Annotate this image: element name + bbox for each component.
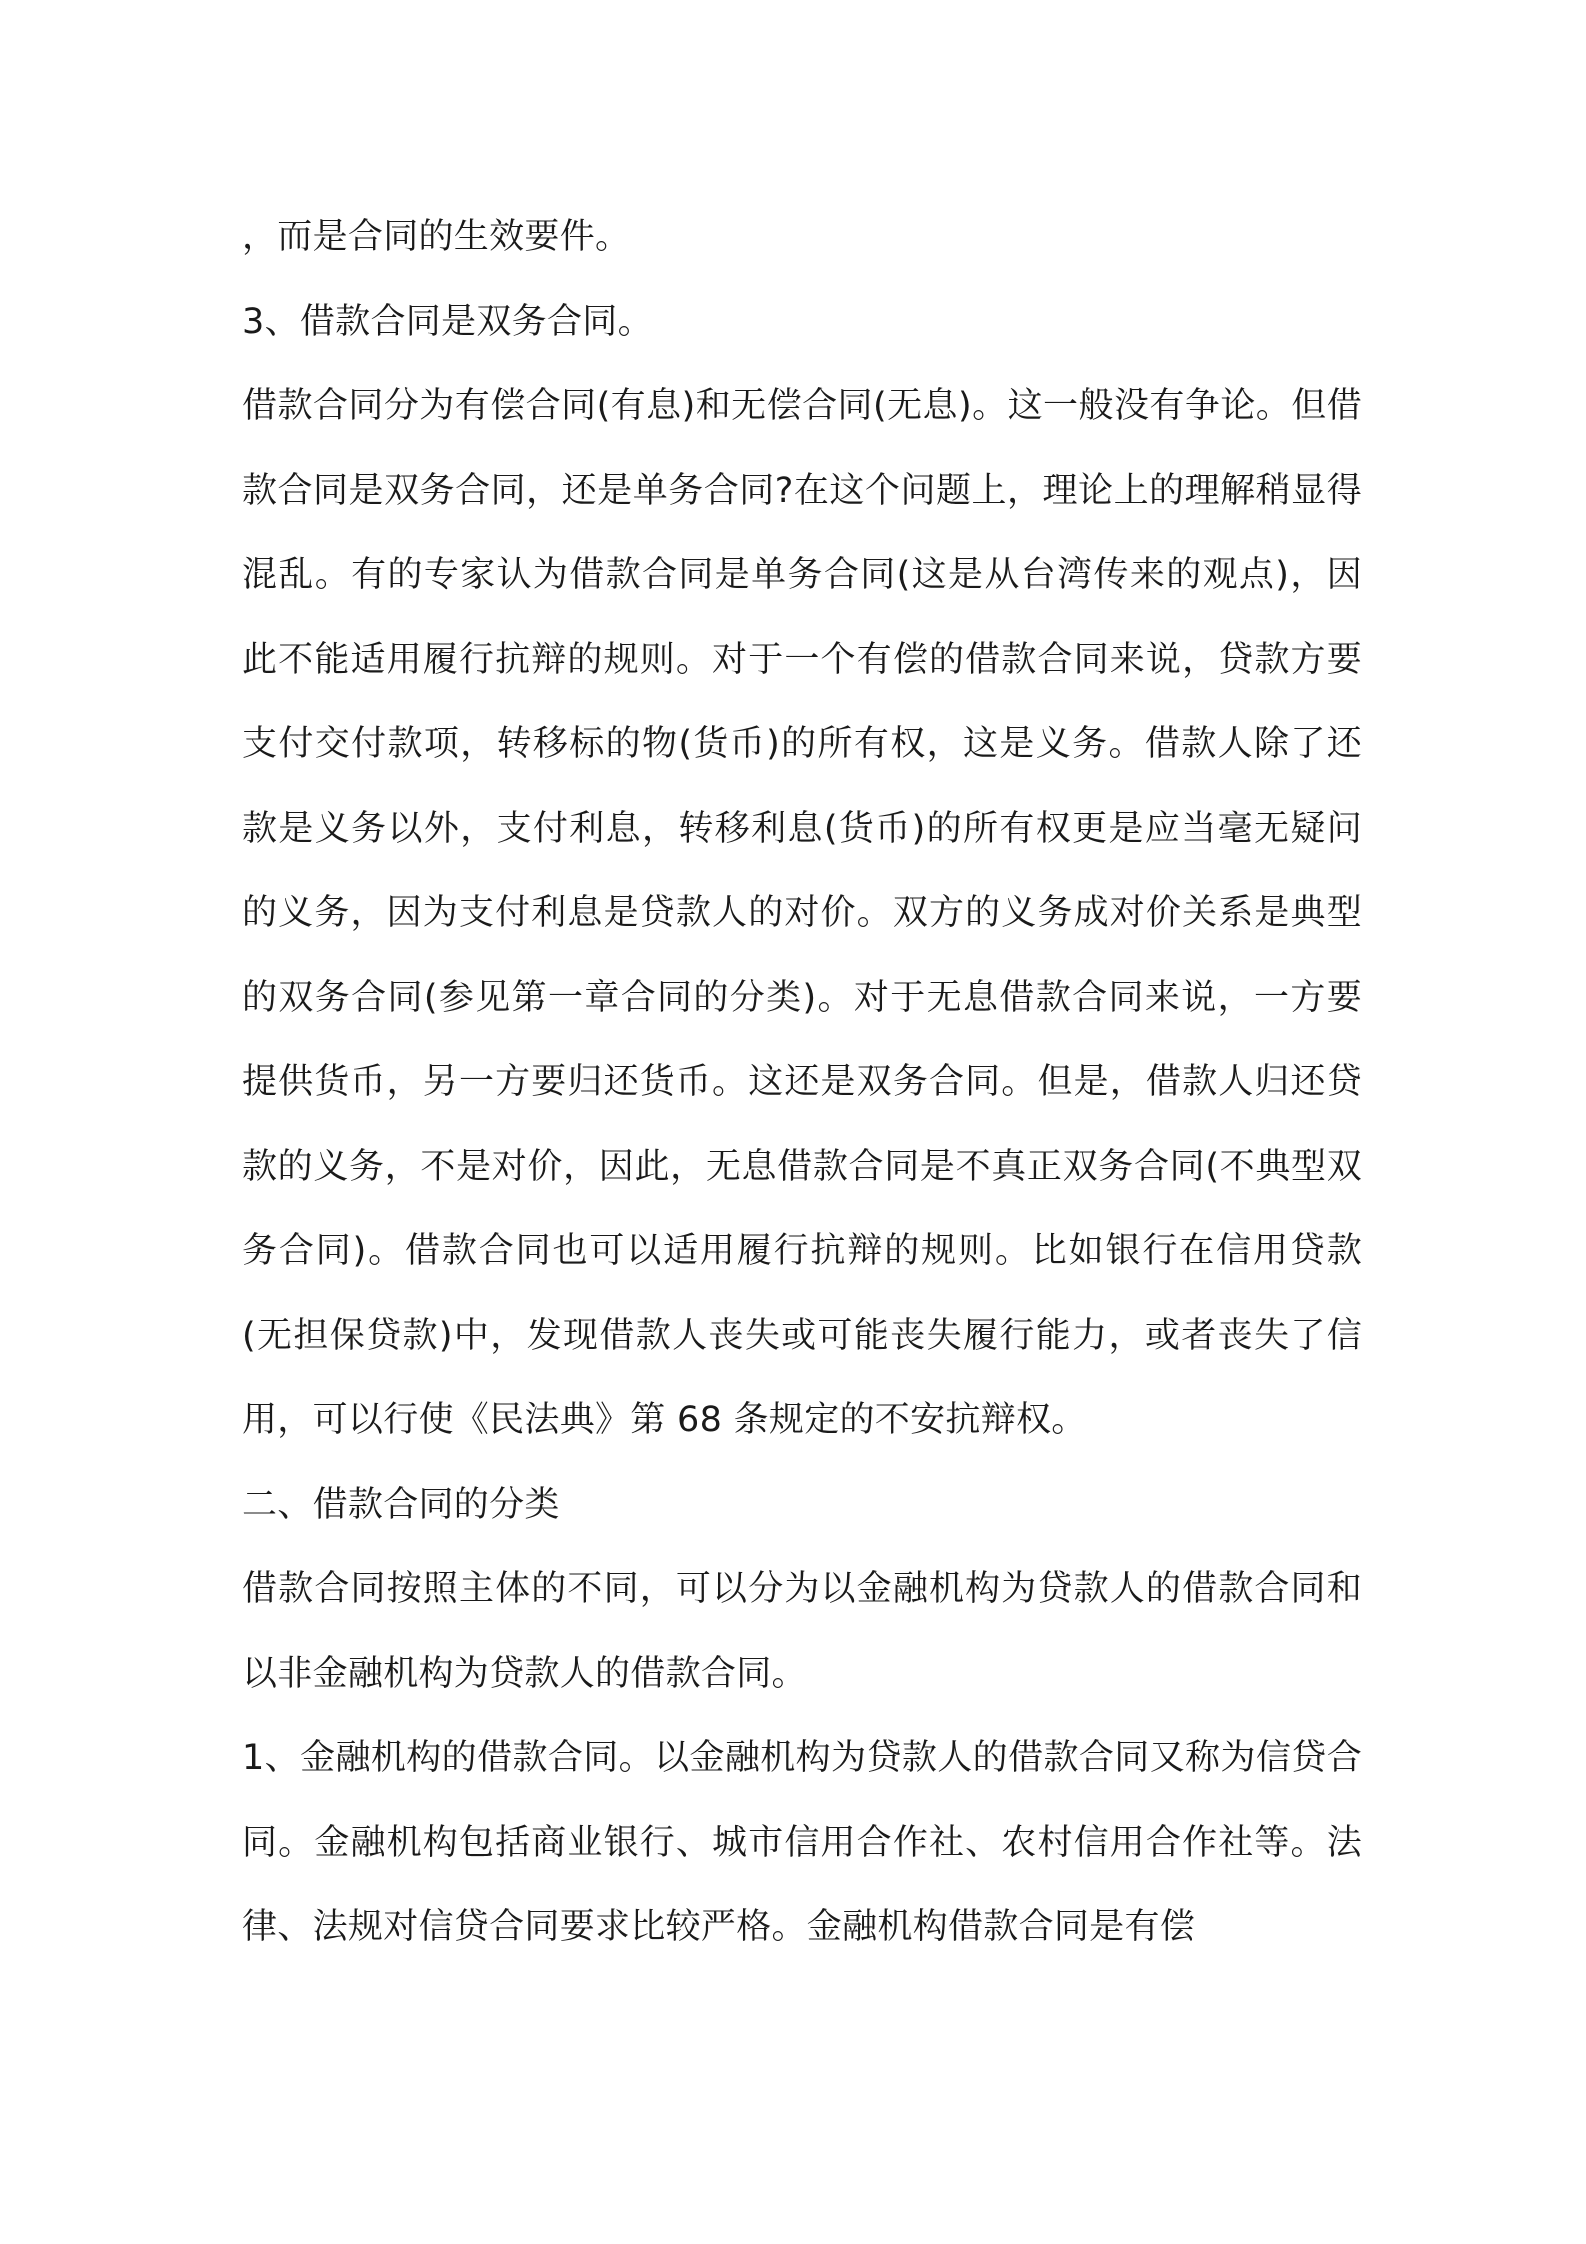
- paragraph-financial-institution-contract: 1、金融机构的借款合同。以金融机构为贷款人的借款合同又称为信贷合同。金融机构包括商业银行、城市信用合作社、农村信用合作社等。法律、法规对信贷合同要求比较严格。金融机构借款合同是有偿: [242, 1738, 1362, 1947]
- section-heading-bilateral-contract: 3、借款合同是双务合同。: [242, 301, 653, 342]
- section-heading-classification: 二、借款合同的分类: [242, 1484, 560, 1525]
- paragraph-continuation: ，而是合同的生效要件。: [242, 217, 631, 257]
- paragraph-classification-intro: 借款合同按照主体的不同，可以分为以金融机构为贷款人的借款合同和以非金融机构为贷款人的借款合同。: [242, 1569, 1362, 1694]
- document-body: [242, 195, 1362, 1970]
- paragraph-bilateral-discussion: 借款合同分为有偿合同(有息)和无偿合同(无息)。这一般没有争论。但借款合同是双务合同，还是单务合同?在这个问题上，理论上的理解稍显得混乱。有的专家认为借款合同是单务合同(这是从台湾传来的观点)，因此不能适用履行抗辩的规则。对于一个有偿的借款合同来说，贷款方要支付交付款项，转移标的物(货币)的所有权，这是义务。借款人除了还款是义务以外，支付利息，转移利息(货币)的所有权更是应当毫无疑问的义务，因为支付利息是贷款人的对价。双方的义务成对价关系是典型的双务合同(参见第一章合同的分类)。对于无息借款合同来说，一方要提供货币，另一方要归还货币。这还是双务合同。但是，借款人归还贷款的义务，不是对价，因此，无息借款合同是不真正双务合同(不典型双务合同)。借款合同也可以适用履行抗辩的规则。比如银行在信用贷款(无担保贷款)中，发现借款人丧失或可能丧失履行能力，或者丧失了信用，可以行使《民法典》第 68 条规定的不安抗辩权。: [242, 386, 1362, 1440]
